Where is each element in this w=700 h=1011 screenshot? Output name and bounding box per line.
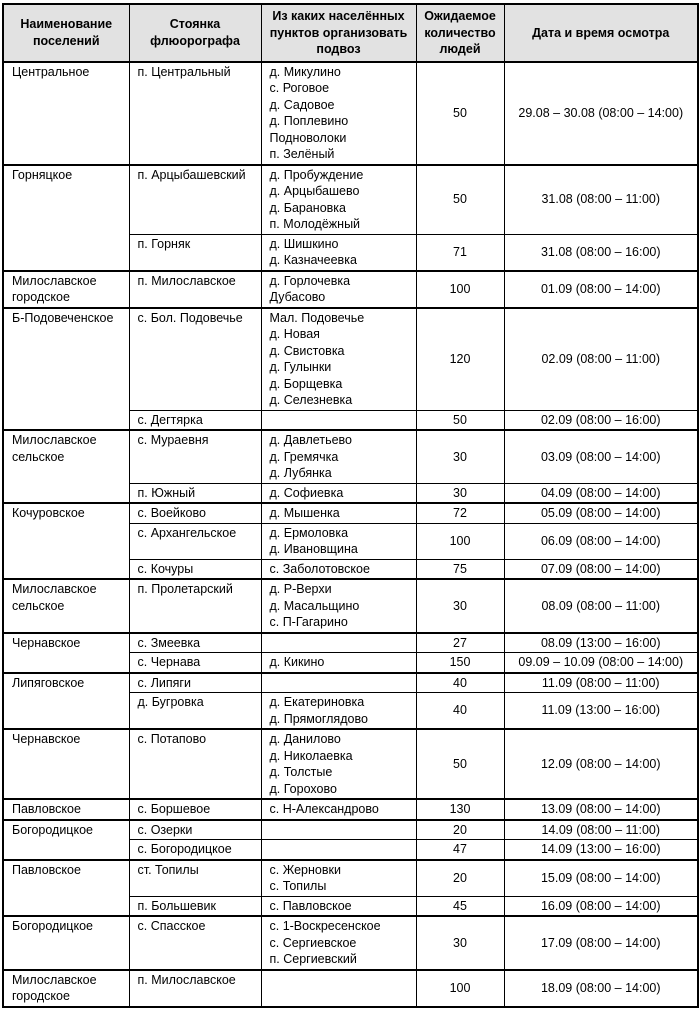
- station-cell: с. Чернава: [129, 653, 261, 673]
- villages-cell: [261, 165, 416, 235]
- villages-cell: [261, 483, 416, 503]
- village-line: с. Роговое: [269, 81, 330, 95]
- village-line: д. Гремячка: [269, 449, 339, 464]
- village-line: д. Микулино: [269, 64, 341, 79]
- villages-cell: [261, 503, 416, 523]
- station-cell: п. Арцыбашевский: [129, 165, 261, 235]
- count-cell: 100: [416, 970, 504, 1007]
- count-cell: 71: [416, 234, 504, 271]
- table-row: [3, 860, 698, 897]
- station-cell: п. Южный: [129, 483, 261, 503]
- villages-cell: [261, 579, 416, 633]
- settlement-cell: Милославское сельское: [3, 430, 129, 503]
- settlement-cell: Б-Подовеченское: [3, 308, 129, 431]
- datetime-cell: 05.09 (08:00 – 14:00): [504, 503, 698, 523]
- station-cell: с. Кочуры: [129, 559, 261, 579]
- station-cell: с. Дегтярка: [129, 410, 261, 430]
- count-cell: 30: [416, 430, 504, 483]
- village-line: д. Барановка: [269, 200, 346, 215]
- settlement-cell: Павловское: [3, 860, 129, 917]
- datetime-cell: 04.09 (08:00 – 14:00): [504, 483, 698, 503]
- village-line: с. П-Гагарино: [269, 615, 348, 629]
- settlement-cell: Кочуровское: [3, 503, 129, 579]
- station-cell: п. Центральный: [129, 62, 261, 165]
- villages-cell: [261, 860, 416, 897]
- village-line: д. Мышенка: [269, 506, 340, 520]
- count-cell: 20: [416, 860, 504, 897]
- village-line: д. Прямоглядово: [269, 711, 368, 726]
- station-cell: ст. Топилы: [129, 860, 261, 897]
- station-cell: п. Большевик: [129, 896, 261, 916]
- village-line: с. Сергиевское: [269, 935, 357, 950]
- village-line: д. Масальщино: [269, 598, 360, 613]
- datetime-cell: 08.09 (13:00 – 16:00): [504, 633, 698, 653]
- datetime-cell: 02.09 (08:00 – 11:00): [504, 308, 698, 411]
- count-cell: 50: [416, 62, 504, 165]
- header-row: [3, 4, 698, 62]
- datetime-cell: 16.09 (08:00 – 14:00): [504, 896, 698, 916]
- station-cell: д. Бугровка: [129, 693, 261, 730]
- count-cell: 120: [416, 308, 504, 411]
- settlement-cell: Горняцкое: [3, 165, 129, 271]
- count-cell: 75: [416, 559, 504, 579]
- table-row: [3, 308, 698, 411]
- village-line: п. Молодёжный: [269, 217, 361, 231]
- header-cell-2: Стоянка флюорографа: [129, 4, 261, 62]
- villages-cell: [261, 633, 416, 653]
- village-line: д. Гулынки: [269, 360, 332, 374]
- villages-cell: [261, 673, 416, 693]
- villages-cell: [261, 729, 416, 799]
- table-row: [3, 503, 698, 523]
- datetime-cell: 08.09 (08:00 – 11:00): [504, 579, 698, 633]
- villages-cell: [261, 896, 416, 916]
- settlement-cell: Богородицкое: [3, 820, 129, 860]
- count-cell: 30: [416, 579, 504, 633]
- datetime-cell: 02.09 (08:00 – 16:00): [504, 410, 698, 430]
- header-cell-1: Наименование поселений: [3, 4, 129, 62]
- village-line: с. 1-Воскресенское: [269, 919, 381, 933]
- village-line: д. Селезневка: [269, 393, 353, 407]
- datetime-cell: 31.08 (08:00 – 16:00): [504, 234, 698, 271]
- header-cell-5: Дата и время осмотра: [504, 4, 698, 62]
- count-cell: 100: [416, 523, 504, 559]
- station-cell: с. Липяги: [129, 673, 261, 693]
- village-line: Дубасово: [269, 290, 326, 304]
- village-line: д. Екатериновка: [269, 695, 365, 709]
- village-line: д. Толстые: [269, 765, 333, 779]
- datetime-cell: 11.09 (13:00 – 16:00): [504, 693, 698, 730]
- table-row: [3, 970, 698, 1007]
- count-cell: 50: [416, 165, 504, 235]
- village-line: д. Горлочевка: [269, 273, 351, 288]
- village-line: п. Зелёный: [269, 147, 335, 161]
- village-line: д. Ермоловка: [269, 525, 349, 540]
- village-line: с. Заболотовское: [269, 561, 370, 576]
- villages-cell: [261, 653, 416, 673]
- villages-cell: [261, 820, 416, 840]
- village-line: д. Казначеевка: [269, 253, 357, 267]
- datetime-cell: 14.09 (13:00 – 16:00): [504, 840, 698, 860]
- village-line: д. Борщевка: [269, 376, 343, 391]
- datetime-cell: 14.09 (08:00 – 11:00): [504, 820, 698, 840]
- settlement-cell: Павловское: [3, 799, 129, 820]
- station-cell: с. Архангельское: [129, 523, 261, 559]
- villages-cell: [261, 271, 416, 308]
- station-cell: с. Бол. Подовечье: [129, 308, 261, 411]
- station-cell: с. Мураевня: [129, 430, 261, 483]
- villages-cell: [261, 308, 416, 411]
- count-cell: 72: [416, 503, 504, 523]
- villages-cell: [261, 559, 416, 579]
- village-line: с. Жерновки: [269, 862, 341, 877]
- settlement-cell: Центральное: [3, 62, 129, 165]
- count-cell: 150: [416, 653, 504, 673]
- table-row: [3, 62, 698, 165]
- table-body: [3, 62, 698, 1007]
- table-row: [3, 579, 698, 633]
- count-cell: 40: [416, 693, 504, 730]
- datetime-cell: 17.09 (08:00 – 14:00): [504, 916, 698, 970]
- villages-cell: [261, 523, 416, 559]
- villages-cell: [261, 970, 416, 1007]
- header-cell-3: Из каких населённых пунктов организовать подвоз: [261, 4, 416, 62]
- count-cell: 100: [416, 271, 504, 308]
- village-line: д. Пробуждение: [269, 167, 364, 182]
- table-row: [3, 271, 698, 308]
- settlement-cell: Милославское сельское: [3, 579, 129, 633]
- village-line: Подноволоки: [269, 130, 347, 145]
- datetime-cell: 18.09 (08:00 – 14:00): [504, 970, 698, 1007]
- village-line: д. Садовое: [269, 97, 335, 112]
- villages-cell: [261, 916, 416, 970]
- village-line: д. Поплевино: [269, 114, 349, 128]
- village-line: д. Данилово: [269, 732, 341, 746]
- villages-cell: [261, 62, 416, 165]
- count-cell: 20: [416, 820, 504, 840]
- table-row: [3, 633, 698, 653]
- village-line: Мал. Подовечье: [269, 310, 365, 325]
- datetime-cell: 07.09 (08:00 – 14:00): [504, 559, 698, 579]
- village-line: д. Шишкино: [269, 236, 339, 251]
- station-cell: с. Воейково: [129, 503, 261, 523]
- village-line: д. Свистовка: [269, 343, 345, 358]
- station-cell: с. Богородицкое: [129, 840, 261, 860]
- datetime-cell: 15.09 (08:00 – 14:00): [504, 860, 698, 897]
- datetime-cell: 09.09 – 10.09 (08:00 – 14:00): [504, 653, 698, 673]
- count-cell: 45: [416, 896, 504, 916]
- count-cell: 30: [416, 483, 504, 503]
- settlement-cell: Богородицкое: [3, 916, 129, 970]
- datetime-cell: 06.09 (08:00 – 14:00): [504, 523, 698, 559]
- village-line: д. Давлетьево: [269, 433, 352, 447]
- table-row: [3, 430, 698, 483]
- village-line: д. Р-Верхи: [269, 582, 332, 596]
- datetime-cell: 31.08 (08:00 – 11:00): [504, 165, 698, 235]
- station-cell: с. Озерки: [129, 820, 261, 840]
- table-row: [3, 799, 698, 820]
- datetime-cell: 03.09 (08:00 – 14:00): [504, 430, 698, 483]
- village-line: с. Н-Александрово: [269, 802, 379, 816]
- village-line: с. Павловское: [269, 898, 352, 913]
- village-line: с. Топилы: [269, 879, 327, 893]
- village-line: д. Горохово: [269, 781, 337, 796]
- table-row: [3, 673, 698, 693]
- count-cell: 130: [416, 799, 504, 820]
- schedule-table: [2, 3, 699, 1008]
- villages-cell: [261, 430, 416, 483]
- table-row: [3, 820, 698, 840]
- station-cell: с. Боршевое: [129, 799, 261, 820]
- count-cell: 50: [416, 410, 504, 430]
- village-line: п. Сергиевский: [269, 952, 357, 966]
- villages-cell: [261, 693, 416, 730]
- settlement-cell: Чернавское: [3, 729, 129, 799]
- village-line: д. Николаевка: [269, 748, 353, 763]
- village-line: д. Новая: [269, 327, 320, 341]
- village-line: д. Ивановщина: [269, 542, 358, 556]
- settlement-cell: Липяговское: [3, 673, 129, 730]
- table-row: [3, 165, 698, 235]
- villages-cell: [261, 799, 416, 820]
- table-row: [3, 916, 698, 970]
- count-cell: 30: [416, 916, 504, 970]
- datetime-cell: 12.09 (08:00 – 14:00): [504, 729, 698, 799]
- station-cell: с. Змеевка: [129, 633, 261, 653]
- station-cell: п. Милославское: [129, 271, 261, 308]
- datetime-cell: 29.08 – 30.08 (08:00 – 14:00): [504, 62, 698, 165]
- count-cell: 47: [416, 840, 504, 860]
- village-line: д. Арцыбашево: [269, 184, 360, 198]
- table-header: [3, 4, 698, 62]
- count-cell: 50: [416, 729, 504, 799]
- count-cell: 40: [416, 673, 504, 693]
- settlement-cell: Милославское городское: [3, 970, 129, 1007]
- village-line: д. Софиевка: [269, 485, 344, 500]
- datetime-cell: 13.09 (08:00 – 14:00): [504, 799, 698, 820]
- village-line: д. Кикино: [269, 655, 325, 669]
- datetime-cell: 01.09 (08:00 – 14:00): [504, 271, 698, 308]
- table-row: [3, 729, 698, 799]
- villages-cell: [261, 840, 416, 860]
- station-cell: п. Милославское: [129, 970, 261, 1007]
- header-cell-4: Ожидаемое количество людей: [416, 4, 504, 62]
- settlement-cell: Милославское городское: [3, 271, 129, 308]
- village-line: д. Лубянка: [269, 466, 332, 480]
- station-cell: с. Спасское: [129, 916, 261, 970]
- count-cell: 27: [416, 633, 504, 653]
- station-cell: п. Горняк: [129, 234, 261, 271]
- settlement-cell: Чернавское: [3, 633, 129, 673]
- villages-cell: [261, 410, 416, 430]
- villages-cell: [261, 234, 416, 271]
- station-cell: п. Пролетарский: [129, 579, 261, 633]
- station-cell: с. Потапово: [129, 729, 261, 799]
- datetime-cell: 11.09 (08:00 – 11:00): [504, 673, 698, 693]
